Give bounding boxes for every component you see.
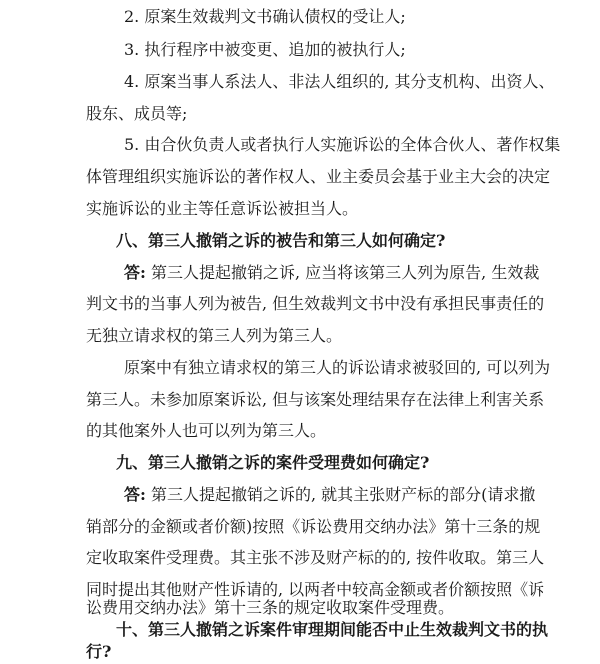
- list-item-4-cont: [86, 103, 600, 125]
- line-text: 4. 原案当事人系法人、非法人组织的, 其分支机构、出资人、: [124, 72, 555, 91]
- line-text: 销部分的金额或者价额)按照《诉讼费用交纳办法》第十三条的规: [86, 517, 541, 536]
- heading-text: 行?: [86, 642, 112, 661]
- answer-8-line1: [124, 262, 600, 284]
- answer-9-line3: [86, 547, 600, 569]
- paragraph-8b-line1: [124, 357, 600, 379]
- line-text: 实施诉讼的业主等任意诉讼被担当人。: [86, 199, 359, 218]
- line-text: 5. 由合伙负责人或者执行人实施诉讼的全体合伙人、著作权集: [124, 135, 561, 154]
- line-text: 第三人提起撤销之诉, 应当将该第三人列为原告, 生效裁: [145, 263, 540, 282]
- answer-8-line2: [86, 293, 600, 315]
- list-item-3: [124, 39, 600, 61]
- heading-text: 八、第三人撤销之诉的被告和第三人如何确定?: [116, 231, 446, 250]
- section-heading-10-line1: [116, 619, 600, 641]
- answer-9-line2: [86, 516, 600, 538]
- answer-9-line1: [124, 484, 600, 506]
- line-text: 定收取案件受理费。其主张不涉及财产标的的, 按件收取。第三人: [86, 548, 545, 567]
- section-heading-8: [116, 230, 600, 252]
- line-text: 原案中有独立请求权的第三人的诉讼请求被驳回的, 可以列为: [124, 358, 551, 377]
- heading-text: 十、第三人撤销之诉案件审理期间能否中止生效裁判文书的执: [116, 620, 549, 639]
- line-text: 股东、成员等;: [86, 104, 188, 123]
- list-item-4: [124, 71, 600, 93]
- line-text: 无独立请求权的第三人列为第三人。: [86, 326, 343, 345]
- line-text: 第三人提起撤销之诉的, 就其主张财产标的部分(请求撤: [145, 485, 536, 504]
- line-text: 体管理组织实施诉讼的著作权人、业主委员会基于业主大会的决定: [86, 167, 551, 186]
- list-item-2: [124, 6, 600, 28]
- list-item-5: [124, 134, 600, 156]
- list-item-5-cont2: [86, 198, 600, 220]
- paragraph-8b-line2: [86, 389, 600, 411]
- line-text: 同时提出其他财产性诉请的, 以两者中较高金额或者价额按照《诉: [86, 580, 545, 599]
- heading-text: 九、第三人撤销之诉的案件受理费如何确定?: [116, 453, 430, 472]
- line-text: 的其他案外人也可以列为第三人。: [86, 421, 327, 440]
- line-text: 2. 原案生效裁判文书确认债权的受让人;: [124, 7, 406, 26]
- section-heading-10-line2: [86, 641, 600, 663]
- line-text: 3. 执行程序中被变更、追加的被执行人;: [124, 40, 406, 59]
- answer-8-line3: [86, 325, 600, 347]
- line-text: 第三人。未参加原案诉讼, 但与该案处理结果存在法律上利害关系: [86, 390, 545, 409]
- list-item-5-cont1: [86, 166, 600, 188]
- line-text: 判文书的当事人列为被告, 但生效裁判文书中没有承担民事责任的: [86, 294, 545, 313]
- section-heading-9: [116, 452, 600, 474]
- answer-label: 答:: [124, 263, 146, 282]
- answer-9-line5: [86, 597, 600, 619]
- line-text: 讼费用交纳办法》第十三条的规定收取案件受理费。: [86, 598, 455, 617]
- answer-label: 答:: [124, 485, 146, 504]
- paragraph-8b-line3: [86, 420, 600, 442]
